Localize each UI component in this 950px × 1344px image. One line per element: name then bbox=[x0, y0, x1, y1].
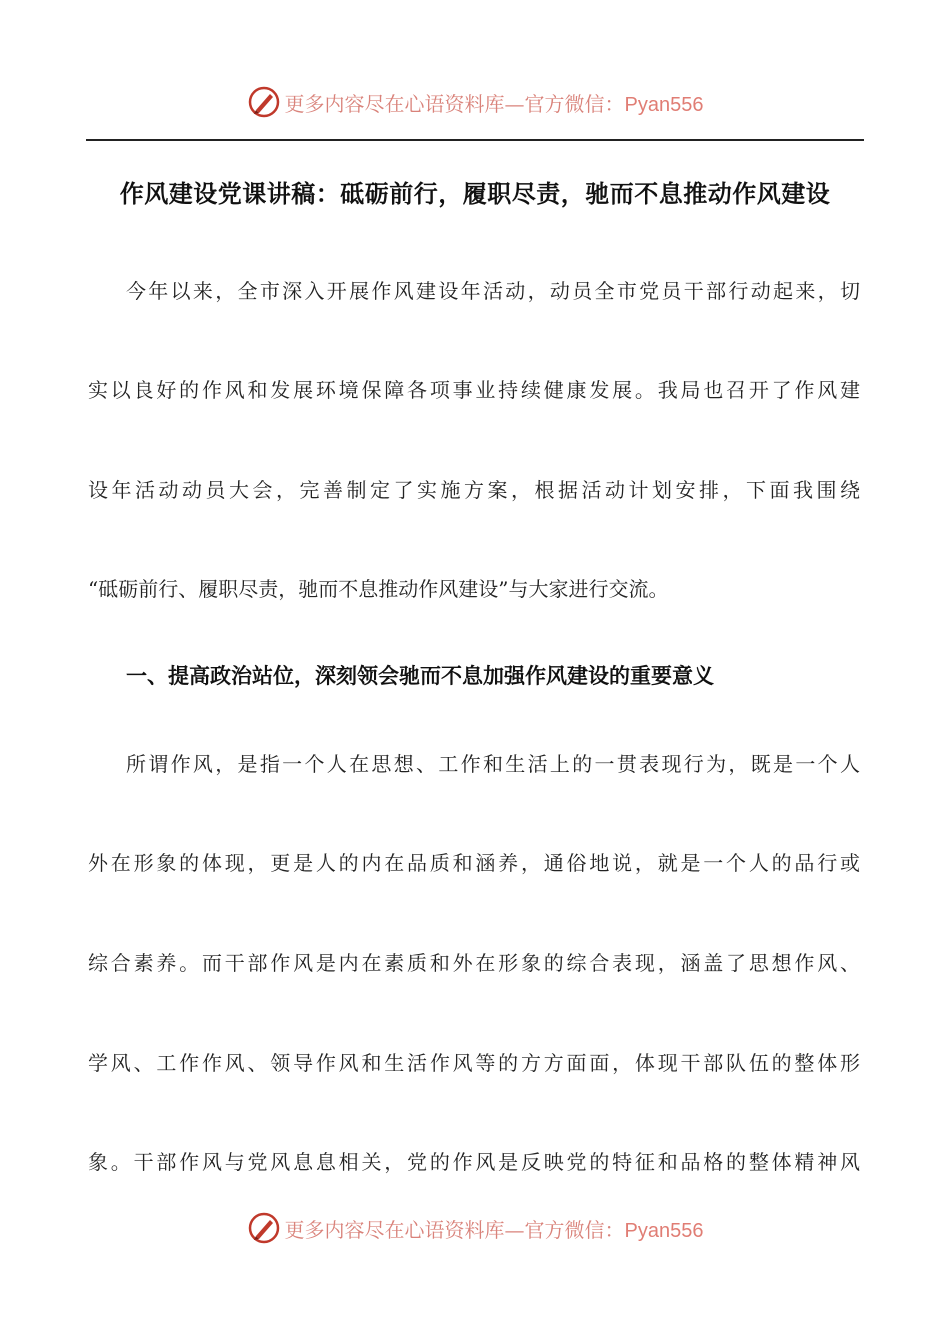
paragraph-line: 今年以来，全市深入开展作风建设年活动，动员全市党员干部行动起来，切 bbox=[126, 279, 860, 303]
section-heading: 一、提高政治站位，深刻领会驰而不息加强作风建设的重要意义 bbox=[126, 663, 714, 688]
paragraph-line: 实以良好的作风和发展环境保障各项事业持续健康发展。我局也召开了作风建 bbox=[88, 378, 860, 402]
watermark-text: 更多内容尽在心语资料库—官方微信： bbox=[284, 1217, 625, 1242]
paragraph-line: 象。干部作风与党风息息相关，党的作风是反映党的特征和品格的整体精神风 bbox=[88, 1150, 860, 1174]
paragraph-line: 综合素养。而干部作风是内在素质和外在形象的综合表现，涵盖了思想作风、 bbox=[88, 951, 860, 975]
paragraph-line: 学风、工作作风、领导作风和生活作风等的方方面面，体现干部队伍的整体形 bbox=[88, 1051, 860, 1075]
paragraph-line: 设年活动动员大会，完善制定了实施方案，根据活动计划安排，下面我围绕 bbox=[88, 478, 860, 502]
paragraph-line: “砥砺前行、履职尽责，驰而不息推动作风建设”与大家进行交流。 bbox=[88, 577, 669, 601]
pen-logo-icon bbox=[247, 1211, 281, 1245]
document-title: 作风建设党课讲稿：砥砺前行，履职尽责，驰而不息推动作风建设 bbox=[119, 179, 831, 208]
header-divider bbox=[86, 139, 864, 141]
wechat-id: Pyan556 bbox=[624, 1219, 704, 1242]
footer-watermark bbox=[0, 1208, 950, 1248]
header-watermark bbox=[0, 82, 950, 122]
paragraph-line: 所谓作风，是指一个人在思想、工作和生活上的一贯表现行为，既是一个人 bbox=[126, 752, 860, 776]
pen-logo-icon bbox=[247, 85, 281, 119]
paragraph-line: 外在形象的体现，更是人的内在品质和涵养，通俗地说，就是一个人的品行或 bbox=[88, 851, 860, 875]
wechat-id: Pyan556 bbox=[624, 93, 704, 116]
watermark-text: 更多内容尽在心语资料库—官方微信： bbox=[284, 91, 625, 116]
